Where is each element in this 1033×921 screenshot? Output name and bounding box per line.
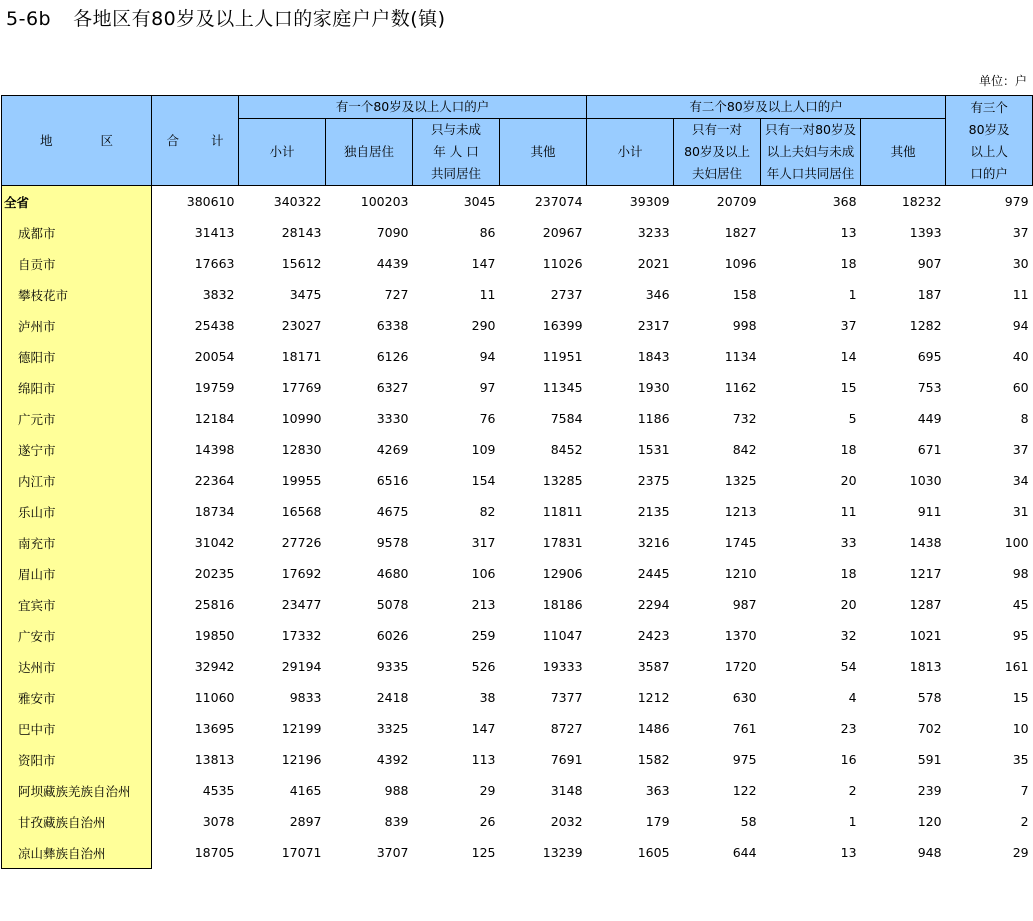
value-cell: 15612 [281,256,322,271]
value-cell: 27726 [281,535,322,550]
value-cell: 2 [848,783,857,798]
value-cell: 2135 [637,504,670,519]
region-cell: 资阳市 [2,744,152,775]
value-cell: 368 [832,194,857,209]
value-cell: 1282 [909,318,942,333]
value-cell: 3078 [202,814,235,829]
value-cell: 8452 [550,442,583,457]
header-line: 以上夫妇与未成 [766,144,855,159]
value-cell: 1217 [909,566,942,581]
value-cell: 17663 [194,256,235,271]
value-cell: 54 [840,659,857,674]
region-cell: 眉山市 [2,558,152,589]
header-one-subtotal: 小计 [239,119,326,186]
header-group-three [946,96,1033,186]
value-cell: 32 [840,628,857,643]
value-cell: 2423 [637,628,670,643]
value-cell: 12199 [281,721,322,736]
value-cell: 6516 [376,473,409,488]
page-title [6,4,446,31]
value-cell: 998 [732,318,757,333]
value-cell: 109 [471,442,496,457]
value-cell: 1134 [724,349,757,364]
value-cell: 12196 [281,752,322,767]
value-cell: 98 [1012,566,1029,581]
value-cell: 11026 [542,256,583,271]
value-cell: 76 [479,411,496,426]
value-cell: 94 [479,349,496,364]
header-line: 有三个 [970,99,1008,115]
value-cell: 17831 [542,535,583,550]
value-cell: 6327 [376,380,409,395]
value-cell: 3148 [550,783,583,798]
table-row [2,806,1033,837]
value-cell: 948 [917,845,942,861]
region-cell: 遂宁市 [2,434,152,465]
value-cell: 31 [1012,504,1029,519]
value-cell: 20235 [194,566,235,581]
table-row [2,496,1033,527]
unit-label: 单位：户 [978,74,1027,88]
value-cell: 2294 [637,597,670,612]
region-cell: 成都市 [2,217,152,248]
table-title: 各地区有80岁及以上人口的家庭户户数(镇) [73,8,446,30]
value-cell: 695 [917,349,942,364]
value-cell: 732 [732,411,757,426]
table-row [2,837,1033,869]
value-cell: 23027 [281,318,322,333]
value-cell: 97 [479,380,496,395]
value-cell: 6026 [376,628,409,643]
value-cell: 1213 [724,504,757,519]
value-cell: 3325 [376,721,409,736]
value-cell: 147 [471,721,496,736]
table-row [2,744,1033,775]
value-cell: 290 [471,318,496,333]
value-cell: 37 [1012,225,1029,240]
value-cell: 19759 [194,380,235,395]
statistics-table [1,95,1033,869]
value-cell: 988 [384,783,409,798]
value-cell: 18232 [901,194,942,209]
table-row [2,589,1033,620]
value-cell: 239 [917,783,942,798]
value-cell: 839 [384,814,409,829]
value-cell: 7 [1020,783,1029,798]
table-code: 5-6b [6,8,52,30]
value-cell: 16 [840,752,857,767]
value-cell: 346 [645,287,670,302]
value-cell: 317 [471,535,496,550]
value-cell: 5078 [376,597,409,612]
table-row [2,310,1033,341]
value-cell: 1370 [724,628,757,643]
header-line: 共同居住 [430,166,481,181]
value-cell: 17692 [281,566,322,581]
value-cell: 4269 [376,442,409,457]
header-two-other: 其他 [861,119,946,186]
value-cell: 39309 [629,194,670,209]
table-body [2,186,1033,869]
value-cell: 4439 [376,256,409,271]
value-cell: 17071 [281,845,322,861]
region-cell: 德阳市 [2,341,152,372]
value-cell: 3475 [289,287,322,302]
value-cell: 86 [479,225,496,240]
value-cell: 2375 [637,473,670,488]
value-cell: 20 [840,473,857,488]
value-cell: 9833 [289,690,322,705]
value-cell: 23 [840,721,857,736]
value-cell: 1720 [724,659,757,674]
header-line: 口的户 [970,165,1008,181]
table-row [2,775,1033,806]
header-group-two: 有二个80岁及以上人口的户 [587,96,946,119]
value-cell: 18 [840,256,857,271]
region-cell: 雅安市 [2,682,152,713]
value-cell: 979 [1004,194,1029,209]
value-cell: 7090 [376,225,409,240]
value-cell: 95 [1012,628,1029,643]
value-cell: 18 [840,442,857,457]
table-row [2,682,1033,713]
header-region: 地 区 [2,96,152,186]
value-cell: 106 [471,566,496,581]
value-cell: 1438 [909,535,942,550]
value-cell: 17769 [281,380,322,395]
value-cell: 1 [848,287,857,302]
table-row [2,713,1033,744]
value-cell: 15 [1012,690,1029,705]
header-two-subtotal: 小计 [587,119,674,186]
table-row [2,527,1033,558]
table-row [2,434,1033,465]
value-cell: 3832 [202,287,235,302]
value-cell: 578 [917,690,942,705]
header-total: 合 计 [152,96,239,186]
table-row [2,341,1033,372]
value-cell: 4 [848,690,857,705]
header-one-other: 其他 [500,119,587,186]
value-cell: 753 [917,380,942,395]
value-cell: 113 [471,752,496,767]
value-cell: 1843 [637,349,670,364]
header-one-alone: 独自居住 [326,119,413,186]
region-cell: 阿坝藏族羌族自治州 [2,775,152,806]
header-two-couple [674,119,761,186]
value-cell: 1212 [637,690,670,705]
value-cell: 18734 [194,504,235,519]
value-cell: 29 [1012,845,1029,861]
table-header [2,96,1033,186]
value-cell: 20709 [716,194,757,209]
value-cell: 37 [840,318,857,333]
value-cell: 9335 [376,659,409,674]
value-cell: 18705 [194,845,235,861]
value-cell: 3587 [637,659,670,674]
value-cell: 6338 [376,318,409,333]
value-cell: 125 [471,845,496,861]
value-cell: 22364 [194,473,235,488]
value-cell: 2737 [550,287,583,302]
value-cell: 18186 [542,597,583,612]
value-cell: 19333 [542,659,583,674]
value-cell: 1393 [909,225,942,240]
region-cell: 绵阳市 [2,372,152,403]
header-line: 80岁及 [968,121,1010,137]
value-cell: 100 [1004,535,1029,550]
value-cell: 1021 [909,628,942,643]
region-cell: 自贡市 [2,248,152,279]
value-cell: 11811 [542,504,583,519]
value-cell: 11047 [542,628,583,643]
value-cell: 16399 [542,318,583,333]
value-cell: 12184 [194,411,235,426]
region-cell: 攀枝花市 [2,279,152,310]
value-cell: 35 [1012,752,1029,767]
header-line: 年人口共同居住 [766,166,855,181]
value-cell: 727 [384,287,409,302]
value-cell: 13 [840,845,857,861]
value-cell: 12830 [281,442,322,457]
header-two-couple-minors [761,119,861,186]
value-cell: 29194 [281,659,322,674]
value-cell: 3216 [637,535,670,550]
value-cell: 449 [917,411,942,426]
value-cell: 154 [471,473,496,488]
value-cell: 761 [732,721,757,736]
value-cell: 12906 [542,566,583,581]
value-cell: 1605 [637,845,670,861]
value-cell: 13239 [542,845,583,861]
value-cell: 340322 [273,194,322,209]
value-cell: 15 [840,380,857,395]
table-row [2,403,1033,434]
value-cell: 147 [471,256,496,271]
value-cell: 1531 [637,442,670,457]
value-cell: 1 [848,814,857,829]
region-cell: 甘孜藏族自治州 [2,806,152,837]
region-cell: 全省 [2,186,152,218]
value-cell: 8727 [550,721,583,736]
region-cell: 乐山市 [2,496,152,527]
value-cell: 1745 [724,535,757,550]
province-total-row [2,186,1033,218]
table-row [2,620,1033,651]
value-cell: 975 [732,752,757,767]
value-cell: 16568 [281,504,322,519]
value-cell: 1582 [637,752,670,767]
value-cell: 11060 [194,690,235,705]
value-cell: 702 [917,721,942,736]
value-cell: 179 [645,814,670,829]
value-cell: 1813 [909,659,942,674]
value-cell: 14398 [194,442,235,457]
value-cell: 10 [1012,721,1029,736]
value-cell: 100203 [360,194,409,209]
value-cell: 3045 [463,194,496,209]
header-line: 夫妇居住 [692,166,743,181]
value-cell: 38 [479,690,496,705]
value-cell: 3233 [637,225,670,240]
value-cell: 213 [471,597,496,612]
value-cell: 120 [917,814,942,829]
header-line: 80岁及以上 [684,144,750,159]
value-cell: 94 [1012,318,1029,333]
header-line: 只有一对80岁及 [765,122,856,137]
value-cell: 31413 [194,225,235,240]
value-cell: 911 [917,504,942,519]
value-cell: 37 [1012,442,1029,457]
value-cell: 6126 [376,349,409,364]
value-cell: 591 [917,752,942,767]
value-cell: 11 [840,504,857,519]
value-cell: 11345 [542,380,583,395]
value-cell: 34 [1012,473,1029,488]
value-cell: 363 [645,783,670,798]
value-cell: 10990 [281,411,322,426]
value-cell: 1287 [909,597,942,612]
value-cell: 1210 [724,566,757,581]
value-cell: 29 [479,783,496,798]
value-cell: 20967 [542,225,583,240]
value-cell: 1096 [724,256,757,271]
table-row [2,372,1033,403]
header-line: 年 人 口 [433,144,479,159]
value-cell: 25816 [194,597,235,612]
region-cell: 南充市 [2,527,152,558]
value-cell: 18 [840,566,857,581]
table-row [2,651,1033,682]
value-cell: 58 [740,814,757,829]
value-cell: 259 [471,628,496,643]
value-cell: 20054 [194,349,235,364]
value-cell: 5 [848,411,857,426]
region-cell: 宜宾市 [2,589,152,620]
value-cell: 630 [732,690,757,705]
value-cell: 4675 [376,504,409,519]
header-line: 只有一对 [692,122,743,137]
value-cell: 7691 [550,752,583,767]
value-cell: 28143 [281,225,322,240]
value-cell: 2021 [637,256,670,271]
value-cell: 2032 [550,814,583,829]
value-cell: 45 [1012,597,1029,612]
value-cell: 987 [732,597,757,612]
value-cell: 4535 [202,783,235,798]
value-cell: 11951 [542,349,583,364]
table-row [2,465,1033,496]
table-row [2,279,1033,310]
value-cell: 19850 [194,628,235,643]
value-cell: 26 [479,814,496,829]
value-cell: 907 [917,256,942,271]
value-cell: 13285 [542,473,583,488]
header-group-one: 有一个80岁及以上人口的户 [239,96,587,119]
value-cell: 1930 [637,380,670,395]
value-cell: 40 [1012,349,1029,364]
header-line: 以上人 [970,143,1008,159]
value-cell: 30 [1012,256,1029,271]
value-cell: 19955 [281,473,322,488]
value-cell: 25438 [194,318,235,333]
value-cell: 3707 [376,845,409,861]
value-cell: 11 [1012,287,1029,302]
value-cell: 187 [917,287,942,302]
value-cell: 18171 [281,349,322,364]
value-cell: 9578 [376,535,409,550]
value-cell: 2445 [637,566,670,581]
value-cell: 2 [1020,814,1029,829]
table-row [2,558,1033,589]
value-cell: 13 [840,225,857,240]
value-cell: 2418 [376,690,409,705]
value-cell: 1827 [724,225,757,240]
value-cell: 161 [1004,659,1029,674]
table-row [2,248,1033,279]
value-cell: 1162 [724,380,757,395]
region-cell: 凉山彝族自治州 [2,837,152,869]
value-cell: 380610 [186,194,235,209]
value-cell: 7377 [550,690,583,705]
region-cell: 泸州市 [2,310,152,341]
value-cell: 1030 [909,473,942,488]
value-cell: 4165 [289,783,322,798]
value-cell: 4680 [376,566,409,581]
value-cell: 60 [1012,380,1029,395]
value-cell: 526 [471,659,496,674]
region-cell: 广元市 [2,403,152,434]
value-cell: 2897 [289,814,322,829]
value-cell: 237074 [534,194,583,209]
value-cell: 11 [479,287,496,302]
value-cell: 1186 [637,411,670,426]
value-cell: 1325 [724,473,757,488]
value-cell: 842 [732,442,757,457]
value-cell: 14 [840,349,857,364]
value-cell: 122 [732,783,757,798]
value-cell: 4392 [376,752,409,767]
region-cell: 广安市 [2,620,152,651]
value-cell: 13813 [194,752,235,767]
value-cell: 7584 [550,411,583,426]
value-cell: 17332 [281,628,322,643]
value-cell: 3330 [376,411,409,426]
value-cell: 671 [917,442,942,457]
value-cell: 2317 [637,318,670,333]
value-cell: 32942 [194,659,235,674]
value-cell: 8 [1020,411,1029,426]
value-cell: 82 [479,504,496,519]
region-cell: 内江市 [2,465,152,496]
value-cell: 158 [732,287,757,302]
value-cell: 20 [840,597,857,612]
region-cell: 达州市 [2,651,152,682]
header-one-with-minors [413,119,500,186]
value-cell: 33 [840,535,857,550]
table-row [2,217,1033,248]
value-cell: 31042 [194,535,235,550]
value-cell: 13695 [194,721,235,736]
value-cell: 1486 [637,721,670,736]
region-cell: 巴中市 [2,713,152,744]
value-cell: 644 [732,845,757,861]
value-cell: 23477 [281,597,322,612]
header-line: 只与未成 [430,122,481,137]
